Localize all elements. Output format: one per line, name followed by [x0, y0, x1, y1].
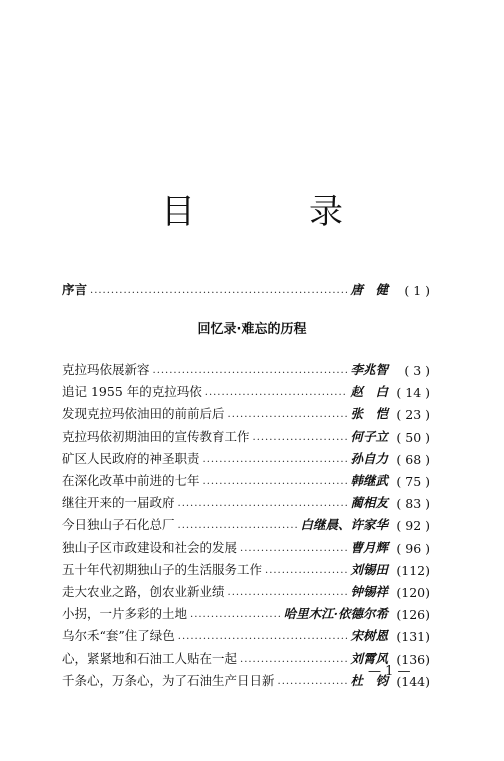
entry-author: 曹月辉 [350, 539, 388, 555]
entry-author: 白继晨、许家华 [300, 517, 388, 533]
entry-page: (144) [396, 673, 430, 689]
section-heading: 回忆录·难忘的历程 [197, 322, 307, 337]
leader-dots [90, 284, 347, 298]
leader-dots [265, 564, 347, 578]
toc-entry[interactable] [62, 402, 430, 422]
toc-entry[interactable] [62, 513, 430, 533]
entry-page: ( 68 ) [396, 451, 430, 467]
entry-title: 心，紧紧地和石油工人贴在一起 [62, 650, 238, 666]
toc-entry[interactable] [62, 380, 430, 400]
leader-dots [240, 653, 347, 667]
entry-author: 杜 钧 [350, 672, 388, 688]
toc-entry[interactable] [62, 447, 430, 467]
entry-page: ( 83 ) [396, 496, 430, 512]
leader-dots [190, 608, 281, 622]
leader-dots [178, 630, 348, 644]
entry-page: ( 3 ) [404, 363, 430, 378]
entry-title: 今日独山子石化总厂 [62, 517, 175, 533]
entry-page: (131) [396, 629, 430, 645]
toc-entry[interactable] [62, 491, 430, 511]
entry-title: 千条心，万条心，为了石油生产日日新 [62, 672, 275, 688]
entry-title: 小拐，一片多彩的土地 [62, 606, 188, 622]
entry-author: 唐 健 [350, 282, 388, 297]
entry-author: 李兆智 [350, 362, 388, 377]
entry-title: 五十年代初期独山子的生活服务工作 [62, 561, 263, 577]
entry-page: ( 92 ) [396, 518, 430, 534]
leader-dots [203, 475, 348, 489]
entry-title: 追记 1955 年的克拉玛依 [62, 384, 202, 400]
entry-author: 蔺相友 [350, 495, 388, 511]
toc-entry[interactable] [62, 558, 430, 578]
entry-author: 钟锡祥 [350, 584, 388, 599]
leader-dots [228, 586, 348, 600]
entry-page: (112) [396, 562, 430, 578]
entry-author: 赵 白 [350, 384, 388, 400]
page-title: 目 录 [161, 192, 383, 232]
leader-dots [278, 675, 348, 689]
leader-dots [240, 542, 347, 556]
leader-dots [203, 453, 348, 467]
entry-title: 矿区人民政府的神圣职责 [62, 450, 200, 466]
entry-author: 刘霄风 [350, 650, 388, 666]
entry-page: ( 14 ) [396, 385, 430, 401]
entry-author: 孙自力 [350, 450, 388, 466]
leader-dots [153, 364, 348, 378]
leader-dots [205, 386, 348, 400]
entry-title: 克拉玛依初期油田的宣传教育工作 [62, 428, 250, 444]
entry-author: 宋树恩 [350, 628, 388, 644]
entry-title: 乌尔禾“套”住了绿色 [62, 628, 175, 644]
entry-author: 哈里木江·依德尔希 [283, 606, 388, 622]
entry-title: 独山子区市政建设和社会的发展 [62, 539, 238, 555]
toc-entry[interactable] [62, 469, 430, 489]
entry-page: ( 50 ) [396, 429, 430, 445]
entry-page: ( 75 ) [396, 474, 430, 489]
toc-entry[interactable] [62, 602, 430, 622]
entry-page: ( 1 ) [404, 283, 430, 298]
entry-title: 继往开来的一届政府 [62, 495, 175, 511]
toc-entry[interactable] [62, 536, 430, 556]
entry-title: 序言 [62, 282, 88, 297]
leader-dots [178, 497, 348, 511]
entry-title: 在深化改革中前进的七年 [62, 473, 200, 488]
toc-entry[interactable] [62, 580, 430, 600]
entry-title: 走大农业之路，创农业新业绩 [62, 584, 225, 599]
entry-page: (136) [396, 651, 430, 667]
entry-author: 张 恺 [350, 406, 388, 422]
leader-dots [178, 519, 298, 533]
toc-entry[interactable] [62, 624, 430, 644]
leader-dots [253, 431, 348, 445]
entry-author: 刘锡田 [350, 561, 388, 577]
entry-title: 发现克拉玛依油田的前前后后 [62, 406, 225, 422]
leader-dots [228, 408, 348, 422]
entry-page: ( 23 ) [396, 407, 430, 423]
entry-author: 韩继武 [350, 473, 388, 488]
toc-entry[interactable] [62, 358, 430, 378]
toc-entry[interactable] [62, 425, 430, 445]
entry-page: (126) [396, 607, 430, 623]
entry-author: 何子立 [350, 428, 388, 444]
toc-entry-preface[interactable] [62, 278, 430, 298]
page-number: — 1 — [368, 664, 411, 679]
entry-title: 克拉玛依展新容 [62, 362, 150, 377]
entry-page: ( 96 ) [396, 540, 430, 556]
entry-page: (120) [396, 585, 430, 600]
